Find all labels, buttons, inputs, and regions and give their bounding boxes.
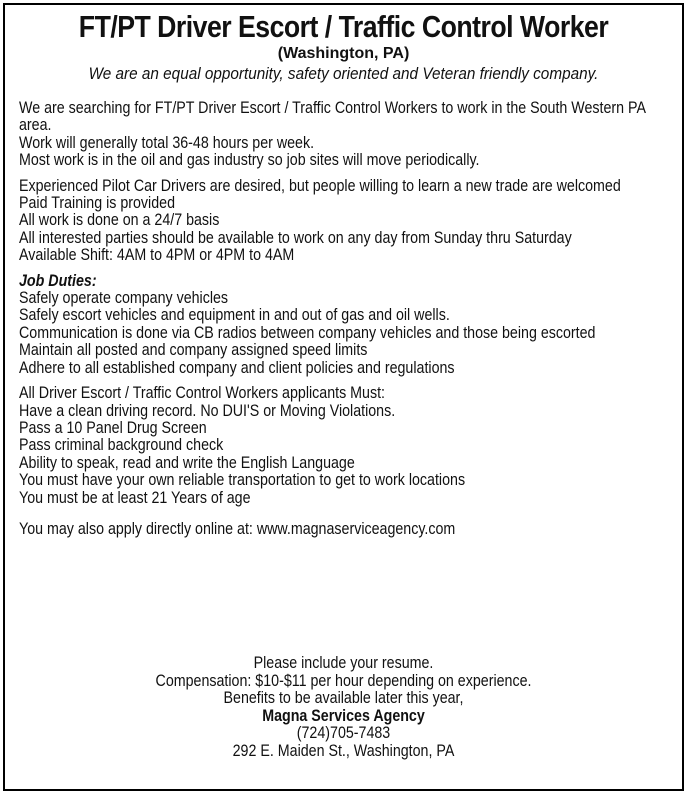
requirements-heading: All Driver Escort / Traffic Control Workers applicants Must: bbox=[19, 384, 385, 403]
apply-online-text: You may also apply directly online at: www.magnaserviceagency.com bbox=[19, 519, 456, 538]
resume-note: Please include your resume. bbox=[253, 654, 434, 672]
requirement-item: You must be at least 21 Years of age bbox=[19, 488, 251, 507]
intro-line-1: We are searching for FT/PT Driver Escort / Traffic Control Workers to work in the South Western PA area. bbox=[19, 99, 646, 135]
ad-tagline: We are an equal opportunity, safety oriented and Veteran friendly company. bbox=[88, 64, 599, 83]
apply-section bbox=[19, 521, 679, 538]
duty-item: Adhere to all established company and client policies and regulations bbox=[19, 358, 455, 377]
duties-section bbox=[19, 273, 679, 377]
company-phone: (724)705-7483 bbox=[296, 724, 391, 743]
ad-title: FT/PT Driver Escort / Traffic Control Worker bbox=[78, 9, 609, 44]
details-line-1: Experienced Pilot Car Drivers are desired, but people willing to learn a new trade are welcomed bbox=[19, 176, 621, 195]
details-line-5: Available Shift: 4AM to 4PM or 4PM to 4AM bbox=[19, 246, 295, 265]
ad-body bbox=[19, 100, 679, 546]
requirement-item: Ability to speak, read and write the English Language bbox=[19, 453, 355, 472]
contact-block bbox=[5, 655, 682, 761]
details-line-4: All interested parties should be available to work on any day from Sunday thru Saturday bbox=[19, 228, 572, 247]
compensation-text: Compensation: $10-$11 per hour depending on experience. bbox=[155, 671, 532, 690]
company-address: 292 E. Maiden St., Washington, PA bbox=[232, 741, 455, 760]
job-ad bbox=[3, 3, 684, 791]
duties-heading: Job Duties: bbox=[19, 271, 97, 290]
details-section bbox=[19, 178, 679, 265]
duty-item: Safely operate company vehicles bbox=[19, 289, 229, 308]
intro-line-3: Most work is in the oil and gas industry so job sites will move periodically. bbox=[19, 151, 480, 170]
duty-item: Maintain all posted and company assigned speed limits bbox=[19, 341, 368, 360]
requirement-item: You must have your own reliable transportation to get to work locations bbox=[19, 471, 466, 490]
ad-location: (Washington, PA) bbox=[277, 45, 410, 62]
duty-item: Safely escort vehicles and equipment in and out of gas and oil wells. bbox=[19, 306, 450, 325]
benefits-text: Benefits to be available later this year, bbox=[223, 689, 464, 708]
intro-line-2: Work will generally total 36-48 hours per week. bbox=[19, 133, 315, 152]
requirements-section bbox=[19, 385, 679, 507]
requirement-item: Have a clean driving record. No DUI'S or Moving Violations. bbox=[19, 401, 396, 420]
details-line-2: Paid Training is provided bbox=[19, 194, 175, 213]
requirement-item: Pass criminal background check bbox=[19, 436, 224, 455]
duty-item: Communication is done via CB radios between company vehicles and those being escorted bbox=[19, 323, 596, 342]
intro-section bbox=[19, 100, 679, 170]
requirement-item: Pass a 10 Panel Drug Screen bbox=[19, 418, 207, 437]
company-name: Magna Services Agency bbox=[262, 706, 425, 725]
details-line-3: All work is done on a 24/7 basis bbox=[19, 211, 220, 230]
